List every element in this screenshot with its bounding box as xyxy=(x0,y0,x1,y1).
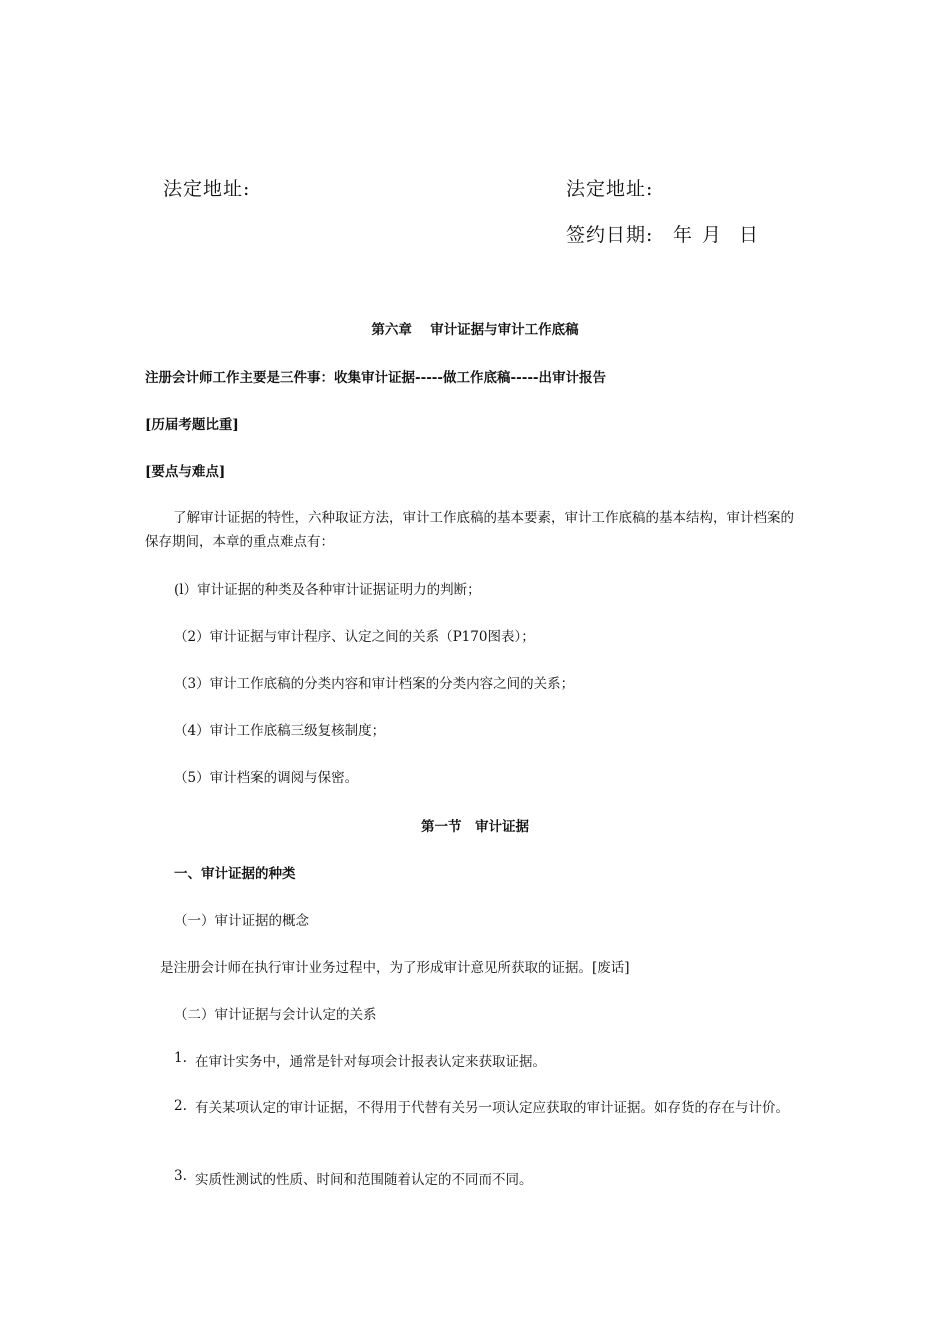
list-item-3-text: 实质性测试的性质、时间和范围随着认定的不同而不同。 xyxy=(195,1172,533,1188)
chapter-title: 第六章 审计证据与审计工作底稿 xyxy=(371,322,579,338)
month-label: 月 xyxy=(702,224,723,246)
past-exam-heading: [历届考题比重] xyxy=(145,417,239,433)
list-item-2-number: 2. xyxy=(174,1098,187,1114)
chapter-summary: 注册会计师工作主要是三件事：收集审计证据-----做工作底稿-----出审计报告 xyxy=(145,370,607,386)
day-label: 日 xyxy=(739,224,760,246)
key-point-4: （4）审计工作底稿三级复核制度； xyxy=(174,723,386,739)
section-title: 第一节 审计证据 xyxy=(421,819,529,835)
list-item-2-text: 有关某项认定的审计证据，不得用于代替有关另一项认定应获取的审计证据。如存货的存在与计价。 xyxy=(195,1100,789,1116)
subheading-2: （二）审计证据与会计认定的关系 xyxy=(174,1007,377,1023)
list-item-3-number: 3. xyxy=(174,1168,187,1184)
key-point-2: （2）审计证据与审计程序、认定之间的关系（P170图表）； xyxy=(174,629,535,645)
key-point-3: （3）审计工作底稿的分类内容和审计档案的分类内容之间的关系； xyxy=(174,676,575,692)
key-points-heading: [要点与难点] xyxy=(145,464,226,480)
section-heading-1: 一、审计证据的种类 xyxy=(174,866,296,882)
signing-date-label: 签约日期: xyxy=(566,224,654,246)
year-label: 年 xyxy=(673,224,694,246)
chapter-intro: 了解审计证据的特性，六种取证方法，审计工作底稿的基本要素，审计工作底稿的基本结构，审计档案的保存期间，本章的重点难点有： xyxy=(145,510,794,550)
left-legal-address-label: 法定地址: xyxy=(163,178,251,200)
key-point-1: (l）审计证据的种类及各种审计证据证明力的判断； xyxy=(174,582,481,598)
right-legal-address-label: 法定地址: xyxy=(566,178,654,200)
list-item-1-text: 在审计实务中，通常是针对每项会计报表认定来获取证据。 xyxy=(195,1054,546,1070)
key-point-5: （5）审计档案的调阅与保密。 xyxy=(174,770,359,786)
subheading-1: （一）审计证据的概念 xyxy=(174,913,309,929)
list-item-1-number: 1. xyxy=(174,1050,187,1066)
subheading-1-text: 是注册会计师在执行审计业务过程中，为了形成审计意见所获取的证据。[废话] xyxy=(160,960,630,976)
